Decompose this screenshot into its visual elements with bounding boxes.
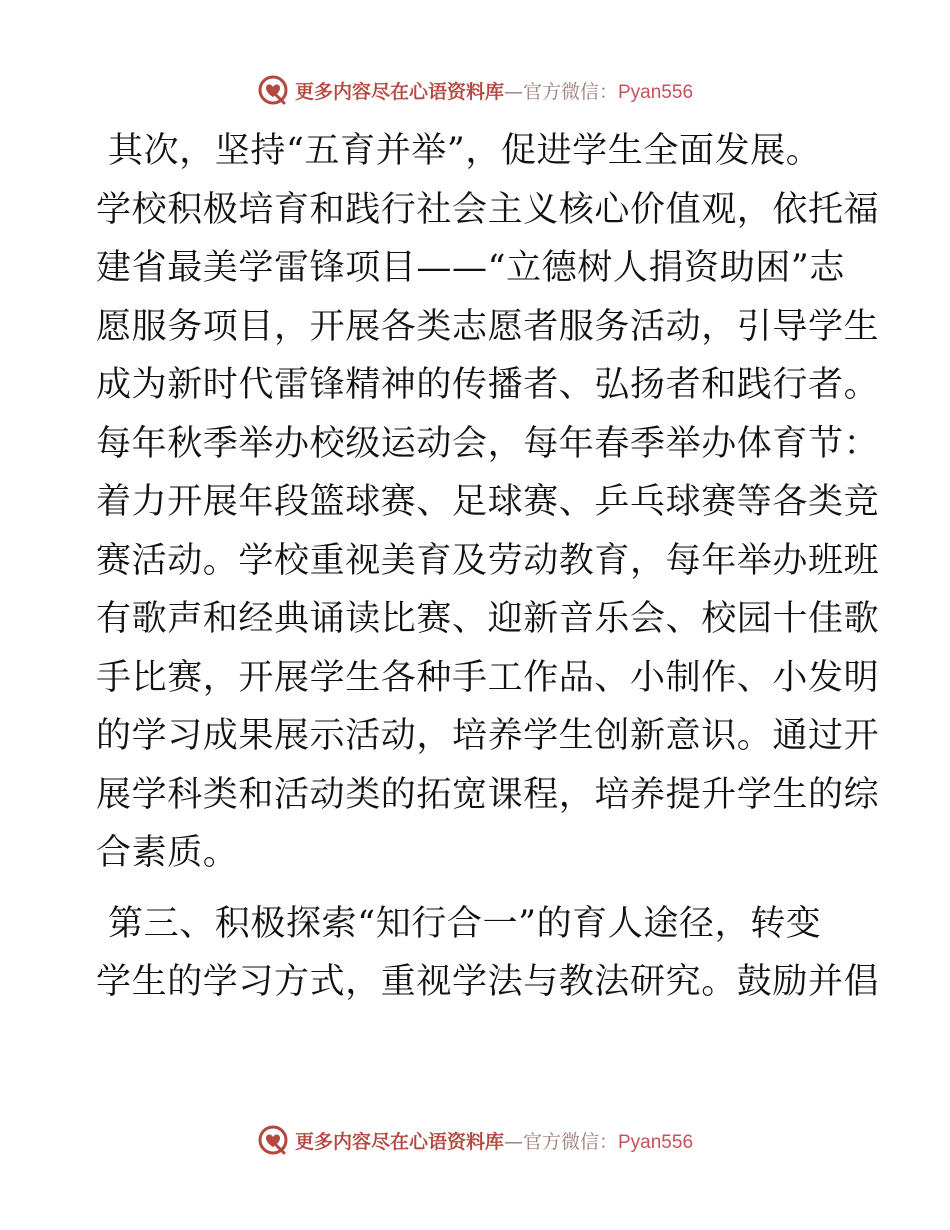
text-line: 手比赛，开展学生各种手工作品、小制作、小发明 (96, 657, 880, 698)
text-line: 展学科类和活动类的拓宽课程，培养提升学生的综 (96, 774, 880, 815)
paragraph-spacer (96, 883, 856, 895)
watermark-separator: — (503, 80, 523, 103)
footer-watermark (0, 1120, 950, 1160)
text-line: 的学习成果展示活动，培养学生创新意识。通过开 (96, 716, 880, 756)
heart-pen-logo-icon (257, 74, 289, 106)
watermark-wechat-label: 官方微信： (522, 1130, 618, 1153)
paragraph-zhixing-heyi (96, 895, 880, 1012)
watermark-text (295, 1127, 693, 1154)
header-watermark (0, 70, 950, 110)
text-line: 着力开展年段篮球赛、足球赛、乒乓球赛等各类竞 (96, 482, 880, 522)
watermark-text (295, 77, 693, 104)
text-line: 学生的学习方式，重视学法与教法研究。鼓励并倡 (96, 962, 880, 1002)
text-line: 每年秋季举办校级运动会，每年春季举办体育节： (96, 423, 880, 464)
text-line: 成为新时代雷锋精神的传播者、弘扬者和践行者。 (96, 365, 880, 405)
text-line: 合素质。 (96, 833, 239, 873)
text-line: 有歌声和经典诵读比赛、迎新音乐会、校园十佳歌 (96, 599, 880, 639)
watermark-wechat-id: Pyan556 (618, 81, 694, 103)
text-line: 第三、积极探索“知行合一”的育人途径，转变 (108, 903, 822, 944)
document-body (96, 122, 880, 1012)
text-line: 其次，坚持“五育并举”，促进学生全面发展。 (108, 131, 822, 171)
text-line: 赛活动。学校重视美育及劳动教育，每年举办班班 (96, 540, 880, 581)
text-line: 学校积极培育和践行社会主义核心价值观，依托福 (96, 189, 880, 230)
heart-pen-logo-icon (257, 1124, 289, 1156)
watermark-separator: — (503, 1130, 523, 1153)
text-line: 建省最美学雷锋项目——“立德树人捐资助困”志 (96, 248, 845, 288)
watermark-wechat-id: Pyan556 (618, 1131, 694, 1153)
watermark-main-text: 更多内容尽在心语资料库 (294, 1130, 504, 1153)
watermark-wechat-label: 官方微信： (522, 80, 618, 103)
paragraph-five-education (96, 122, 880, 883)
text-line: 愿服务项目，开展各类志愿者服务活动，引导学生 (96, 306, 880, 347)
watermark-main-text: 更多内容尽在心语资料库 (294, 80, 504, 103)
